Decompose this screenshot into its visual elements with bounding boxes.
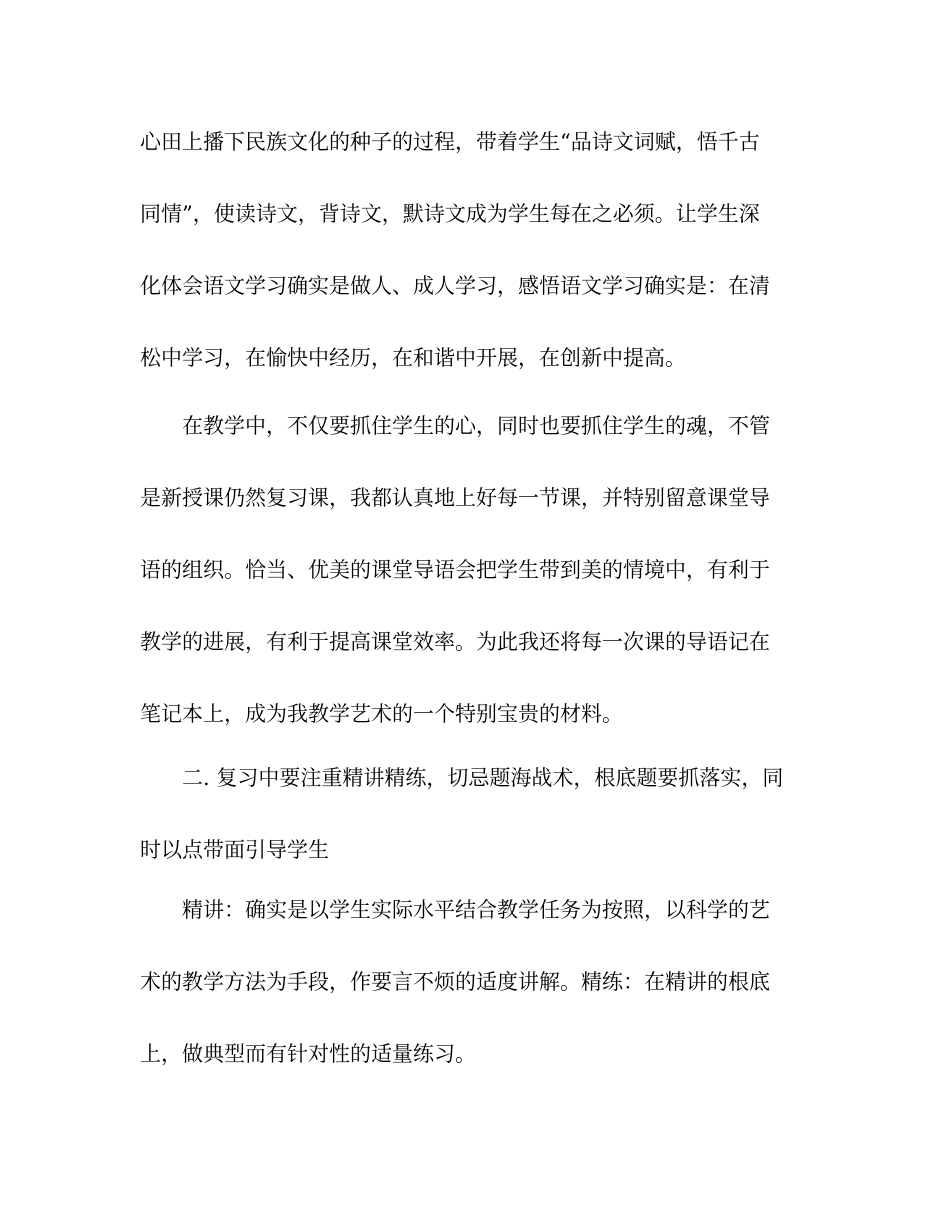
- text-line: 松中学习，在愉快中经历，在和谐中开展，在创新中提高。: [140, 346, 686, 370]
- text-line: 是新授课仍然复习课，我都认真地上好每一节课，并特别留意课堂导: [140, 486, 770, 510]
- section-heading-line: 二. 复习中要注重精讲精练，切忌题海战术，根底题要抓落实，同: [182, 766, 784, 790]
- text-line: 上，做典型而有针对性的适量练习。: [140, 1042, 476, 1066]
- text-line: 术的教学方法为手段，作要言不烦的适度讲解。精练：在精讲的根底: [140, 970, 770, 994]
- text-line: 心田上播下民族文化的种子的过程，带着学生“品诗文词赋，悟千古: [140, 130, 760, 154]
- text-line: 语的组织。恰当、优美的课堂导语会把学生带到美的情境中，有利于: [140, 558, 770, 582]
- text-line: 教学的进展，有利于提高课堂效率。为此我还将每一次课的导语记在: [140, 630, 770, 654]
- text-line: 化体会语文学习确实是做人、成人学习，感悟语文学习确实是：在清: [140, 274, 770, 298]
- text-line: 笔记本上，成为我教学艺术的一个特别宝贵的材料。: [140, 702, 623, 726]
- paragraph-first-line: 在教学中，不仅要抓住学生的心，同时也要抓住学生的魂，不管: [182, 414, 770, 438]
- paragraph-first-line: 精讲：确实是以学生实际水平结合教学任务为按照，以科学的艺: [182, 898, 770, 922]
- text-line: 同情”，使读诗文，背诗文，默诗文成为学生每在之必须。让学生深: [140, 202, 760, 226]
- section-heading-line: 时以点带面引导学生: [140, 838, 329, 862]
